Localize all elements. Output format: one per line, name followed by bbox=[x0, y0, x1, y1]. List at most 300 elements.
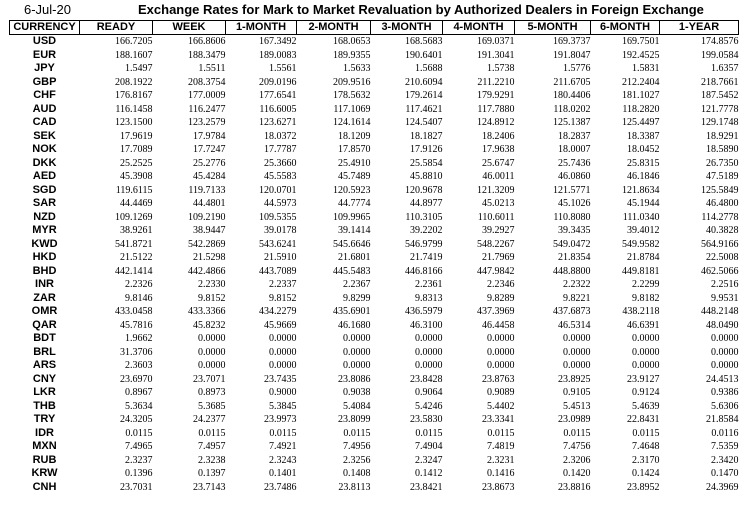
rate-cell: 2.3256 bbox=[343, 454, 371, 466]
rate-cell: 45.5583 bbox=[264, 171, 297, 182]
currency-code-cell: ZAR bbox=[33, 291, 56, 304]
rate-cell: 23.8099 bbox=[338, 414, 371, 425]
rate-cell: 208.3754 bbox=[188, 76, 226, 88]
rate-cell: 110.8080 bbox=[553, 211, 591, 223]
rate-cell: 45.1944 bbox=[627, 198, 660, 209]
rate-cell: 46.0860 bbox=[558, 171, 591, 182]
rate-cell: 40.3828 bbox=[706, 225, 739, 236]
rate-cell: 21.6801 bbox=[338, 252, 371, 263]
table-header-row bbox=[10, 21, 739, 35]
rate-cell: 9.8146 bbox=[125, 292, 153, 304]
rate-cell: 167.3492 bbox=[259, 36, 297, 47]
rate-cell: 7.4957 bbox=[198, 441, 226, 452]
rate-cell: 23.8428 bbox=[410, 373, 443, 385]
rate-cell: 2.2367 bbox=[343, 279, 371, 290]
rate-cell: 445.5483 bbox=[333, 265, 371, 277]
rate-cell: 0.0000 bbox=[711, 346, 739, 358]
table-row bbox=[10, 400, 739, 414]
rate-cell: 109.5355 bbox=[259, 211, 297, 223]
rate-cell: 0.0000 bbox=[563, 333, 591, 344]
rate-cell: 2.2330 bbox=[198, 279, 226, 290]
rate-cell: 9.8221 bbox=[563, 292, 591, 304]
rate-cell: 7.4921 bbox=[269, 441, 297, 452]
rate-cell: 21.5910 bbox=[264, 252, 297, 263]
rate-cell: 189.0083 bbox=[259, 49, 297, 61]
rate-cell: 23.8816 bbox=[558, 481, 591, 493]
currency-code-cell: HKD bbox=[32, 251, 57, 263]
rate-cell: 21.5298 bbox=[193, 252, 226, 263]
rate-cell: 0.1396 bbox=[125, 468, 153, 479]
rate-cell: 9.8182 bbox=[632, 292, 660, 304]
rate-cell: 176.8167 bbox=[115, 90, 153, 101]
rate-cell: 25.2776 bbox=[193, 157, 226, 169]
rate-cell: 21.8784 bbox=[627, 252, 660, 263]
rate-cell: 0.1401 bbox=[269, 468, 297, 479]
rate-cell: 1.5511 bbox=[198, 63, 226, 74]
rate-cell: 109.1269 bbox=[115, 211, 153, 223]
rate-cell: 45.4284 bbox=[193, 171, 226, 182]
rate-cell: 45.9669 bbox=[264, 319, 297, 331]
rate-cell: 39.1414 bbox=[338, 225, 371, 236]
rate-cell: 46.1680 bbox=[338, 319, 371, 331]
rate-cell: 0.9124 bbox=[632, 387, 660, 398]
rate-cell: 188.3479 bbox=[188, 49, 226, 61]
rate-cell: 24.3205 bbox=[120, 414, 153, 425]
rate-cell: 44.4469 bbox=[120, 198, 153, 209]
rate-cell: 191.3041 bbox=[477, 49, 515, 61]
column-header-ready: READY bbox=[80, 21, 153, 35]
rate-cell: 39.3435 bbox=[558, 225, 591, 236]
rate-cell: 23.9127 bbox=[627, 373, 660, 385]
rate-cell: 442.4866 bbox=[188, 265, 226, 277]
rate-cell: 1.5633 bbox=[343, 63, 371, 74]
table-row bbox=[10, 103, 739, 117]
table-row bbox=[10, 89, 739, 103]
rate-cell: 0.0000 bbox=[198, 346, 226, 358]
table-row bbox=[10, 224, 739, 238]
rate-cell: 45.7816 bbox=[120, 319, 153, 331]
rate-cell: 117.4621 bbox=[405, 103, 443, 115]
rate-cell: 23.0989 bbox=[558, 414, 591, 425]
rate-cell: 211.2210 bbox=[477, 76, 515, 88]
currency-code-cell: CNH bbox=[32, 480, 57, 493]
rate-cell: 25.7436 bbox=[558, 157, 591, 169]
rate-cell: 18.5890 bbox=[706, 144, 739, 155]
currency-code-cell: CAD bbox=[32, 116, 57, 128]
table-row bbox=[10, 373, 739, 387]
rate-cell: 0.1397 bbox=[198, 468, 226, 479]
rate-cell: 129.1748 bbox=[701, 117, 739, 128]
rate-cell: 23.7435 bbox=[264, 373, 297, 385]
rate-cell: 45.3908 bbox=[120, 171, 153, 182]
rate-cell: 5.4084 bbox=[343, 400, 371, 412]
rate-cell: 124.8912 bbox=[477, 117, 515, 128]
rate-cell: 0.1412 bbox=[415, 468, 443, 479]
rate-cell: 0.0000 bbox=[269, 333, 297, 344]
rate-cell: 44.7774 bbox=[338, 198, 371, 209]
rate-cell: 0.0000 bbox=[487, 346, 515, 358]
rate-cell: 7.4956 bbox=[343, 441, 371, 452]
rate-cell: 124.1614 bbox=[333, 117, 371, 128]
currency-code-cell: BHD bbox=[32, 264, 57, 277]
rate-cell: 23.3341 bbox=[482, 414, 515, 425]
currency-code-cell: SGD bbox=[32, 183, 57, 196]
currency-code-cell: CNY bbox=[32, 372, 57, 385]
rate-cell: 21.5122 bbox=[120, 252, 153, 263]
rate-cell: 23.8113 bbox=[338, 481, 371, 493]
rate-cell: 190.6401 bbox=[405, 49, 443, 61]
rate-cell: 0.0000 bbox=[343, 360, 371, 371]
rate-cell: 117.1069 bbox=[333, 103, 371, 115]
currency-code-cell: THB bbox=[33, 399, 56, 412]
rate-cell: 0.9064 bbox=[415, 387, 443, 398]
rate-cell: 22.5008 bbox=[706, 252, 739, 263]
table-row bbox=[10, 35, 739, 49]
column-header-4-month: 4-MONTH bbox=[443, 21, 515, 35]
rate-cell: 0.9105 bbox=[563, 387, 591, 398]
rate-cell: 9.8152 bbox=[198, 292, 226, 304]
rate-cell: 116.1458 bbox=[115, 103, 153, 115]
rate-cell: 123.2579 bbox=[188, 117, 226, 128]
rate-cell: 0.9000 bbox=[269, 387, 297, 398]
currency-code-cell: TRY bbox=[33, 413, 56, 425]
exchange-rates-table bbox=[9, 20, 739, 494]
table-row bbox=[10, 346, 739, 360]
rate-cell: 123.1500 bbox=[115, 117, 153, 128]
rate-cell: 17.9638 bbox=[482, 144, 515, 155]
rate-cell: 0.0000 bbox=[198, 360, 226, 371]
column-header-week: WEEK bbox=[153, 21, 226, 35]
rate-cell: 168.5683 bbox=[405, 36, 443, 47]
rate-cell: 39.0178 bbox=[264, 225, 297, 236]
rate-cell: 5.4513 bbox=[563, 400, 591, 412]
rate-cell: 44.8977 bbox=[410, 198, 443, 209]
rate-cell: 110.6011 bbox=[477, 211, 515, 223]
rate-cell: 564.9166 bbox=[701, 238, 739, 250]
rate-cell: 181.1027 bbox=[622, 90, 660, 101]
rate-cell: 212.2404 bbox=[622, 76, 660, 88]
rate-cell: 549.0472 bbox=[553, 238, 591, 250]
rate-cell: 7.4965 bbox=[125, 441, 153, 452]
currency-code-cell: AED bbox=[32, 170, 57, 182]
rate-cell: 45.0213 bbox=[482, 198, 515, 209]
rate-cell: 174.8576 bbox=[701, 36, 739, 47]
rate-cell: 0.0000 bbox=[563, 360, 591, 371]
rate-cell: 2.3206 bbox=[563, 454, 591, 466]
currency-code-cell: IDR bbox=[35, 426, 54, 439]
rate-cell: 0.1420 bbox=[563, 468, 591, 479]
rate-cell: 2.3170 bbox=[632, 454, 660, 466]
rate-cell: 109.9965 bbox=[333, 211, 371, 223]
rate-cell: 0.0115 bbox=[632, 427, 660, 439]
rate-cell: 0.0000 bbox=[198, 333, 226, 344]
rate-cell: 0.0000 bbox=[711, 333, 739, 344]
rate-cell: 18.0372 bbox=[264, 130, 297, 142]
rate-cell: 0.0000 bbox=[269, 346, 297, 358]
rate-cell: 1.9662 bbox=[125, 333, 153, 344]
rate-cell: 0.0115 bbox=[415, 427, 443, 439]
rate-cell: 443.7089 bbox=[259, 265, 297, 277]
rate-cell: 2.2299 bbox=[632, 279, 660, 290]
rate-cell: 433.3366 bbox=[188, 306, 226, 317]
rate-cell: 23.8421 bbox=[410, 481, 443, 493]
table-body bbox=[10, 35, 739, 495]
rate-cell: 0.0000 bbox=[269, 360, 297, 371]
column-header-5-month: 5-MONTH bbox=[515, 21, 591, 35]
rate-cell: 39.2927 bbox=[482, 225, 515, 236]
rate-cell: 23.5830 bbox=[410, 414, 443, 425]
rate-cell: 9.9531 bbox=[711, 292, 739, 304]
rate-cell: 118.0202 bbox=[553, 103, 591, 115]
rate-cell: 1.6357 bbox=[711, 63, 739, 74]
rate-cell: 0.9038 bbox=[343, 387, 371, 398]
report-date: 6-Jul-20 bbox=[24, 2, 71, 17]
rate-cell: 7.4904 bbox=[415, 441, 443, 452]
currency-code-cell: BRL bbox=[33, 345, 56, 358]
rate-cell: 0.9089 bbox=[487, 387, 515, 398]
rate-cell: 0.0000 bbox=[343, 346, 371, 358]
rate-cell: 25.2525 bbox=[120, 157, 153, 169]
currency-code-cell: QAR bbox=[32, 318, 57, 331]
rate-cell: 448.2148 bbox=[701, 306, 739, 317]
rate-cell: 45.1026 bbox=[558, 198, 591, 209]
rate-cell: 208.1922 bbox=[115, 76, 153, 88]
rate-cell: 189.9355 bbox=[333, 49, 371, 61]
table-row bbox=[10, 211, 739, 225]
rate-cell: 0.0115 bbox=[198, 427, 226, 439]
rate-cell: 17.9126 bbox=[410, 144, 443, 155]
rate-cell: 117.7880 bbox=[477, 103, 515, 115]
rate-cell: 125.4497 bbox=[622, 117, 660, 128]
table-row bbox=[10, 116, 739, 130]
rate-cell: 437.3969 bbox=[477, 306, 515, 317]
currency-code-cell: NZD bbox=[33, 210, 56, 223]
rate-cell: 5.6306 bbox=[711, 400, 739, 412]
rate-cell: 120.5923 bbox=[333, 184, 371, 196]
rate-cell: 111.0340 bbox=[622, 211, 660, 223]
currency-code-cell: KRW bbox=[31, 467, 58, 479]
rate-cell: 125.5849 bbox=[701, 184, 739, 196]
table-row bbox=[10, 413, 739, 427]
rate-cell: 0.0000 bbox=[487, 333, 515, 344]
rate-cell: 21.7969 bbox=[482, 252, 515, 263]
rate-cell: 0.0000 bbox=[632, 360, 660, 371]
rate-cell: 121.8634 bbox=[622, 184, 660, 196]
rate-cell: 180.4406 bbox=[553, 90, 591, 101]
rate-cell: 209.9516 bbox=[333, 76, 371, 88]
rate-cell: 45.7489 bbox=[338, 171, 371, 182]
rate-cell: 0.1416 bbox=[487, 468, 515, 479]
rate-cell: 210.6094 bbox=[405, 76, 443, 88]
rate-cell: 23.8952 bbox=[627, 481, 660, 493]
rate-cell: 45.8810 bbox=[410, 171, 443, 182]
rate-cell: 446.8166 bbox=[405, 265, 443, 277]
currency-code-cell: AUD bbox=[32, 102, 57, 115]
table-row bbox=[10, 481, 739, 495]
rate-cell: 47.5189 bbox=[706, 171, 739, 182]
currency-code-cell: DKK bbox=[32, 156, 57, 169]
rate-cell: 119.6115 bbox=[115, 184, 153, 196]
rate-cell: 0.0000 bbox=[415, 346, 443, 358]
rate-cell: 0.0000 bbox=[632, 346, 660, 358]
rate-cell: 123.6271 bbox=[259, 117, 297, 128]
rate-cell: 9.8299 bbox=[343, 292, 371, 304]
table-row bbox=[10, 130, 739, 144]
rate-cell: 17.7787 bbox=[264, 144, 297, 155]
table-row bbox=[10, 157, 739, 171]
table-row bbox=[10, 359, 739, 373]
rate-cell: 24.3969 bbox=[706, 481, 739, 493]
rate-cell: 24.2377 bbox=[193, 414, 226, 425]
rate-cell: 433.0458 bbox=[115, 306, 153, 317]
rate-cell: 5.3634 bbox=[125, 400, 153, 412]
rate-cell: 541.8721 bbox=[115, 238, 153, 250]
rate-cell: 437.6873 bbox=[553, 306, 591, 317]
rate-cell: 17.8570 bbox=[338, 144, 371, 155]
rate-cell: 5.4246 bbox=[415, 400, 443, 412]
table-row bbox=[10, 467, 739, 481]
rate-cell: 2.2326 bbox=[125, 279, 153, 290]
column-header-3-month: 3-MONTH bbox=[371, 21, 443, 35]
rate-cell: 442.1414 bbox=[115, 265, 153, 277]
rate-cell: 435.6901 bbox=[333, 306, 371, 317]
table-row bbox=[10, 184, 739, 198]
rate-cell: 0.0000 bbox=[563, 346, 591, 358]
table-row bbox=[10, 427, 739, 441]
rate-cell: 0.8973 bbox=[198, 387, 226, 398]
rate-cell: 2.3231 bbox=[487, 454, 515, 466]
rate-cell: 38.9447 bbox=[193, 225, 226, 236]
rate-cell: 0.0000 bbox=[487, 360, 515, 371]
rate-cell: 177.6541 bbox=[259, 90, 297, 101]
rate-cell: 9.8289 bbox=[487, 292, 515, 304]
rate-cell: 25.3660 bbox=[264, 157, 297, 169]
rate-cell: 18.9291 bbox=[706, 130, 739, 142]
rate-cell: 125.1387 bbox=[553, 117, 591, 128]
column-header-6-month: 6-MONTH bbox=[591, 21, 660, 35]
rate-cell: 0.1408 bbox=[343, 468, 371, 479]
rate-cell: 1.5561 bbox=[269, 63, 297, 74]
currency-code-cell: GBP bbox=[32, 75, 57, 88]
currency-code-cell: RUB bbox=[32, 453, 57, 466]
rate-cell: 25.4910 bbox=[338, 157, 371, 169]
rate-cell: 2.3247 bbox=[415, 454, 443, 466]
rate-cell: 542.2869 bbox=[188, 238, 226, 250]
rate-cell: 23.7031 bbox=[120, 481, 153, 493]
column-header-currency: CURRENCY bbox=[10, 21, 80, 35]
table-row bbox=[10, 251, 739, 265]
rate-cell: 25.5854 bbox=[410, 157, 443, 169]
rate-cell: 199.0584 bbox=[701, 49, 739, 61]
rate-cell: 0.0116 bbox=[711, 427, 739, 439]
rate-cell: 211.6705 bbox=[553, 76, 591, 88]
rate-cell: 18.1209 bbox=[338, 130, 371, 142]
rate-cell: 25.6747 bbox=[482, 157, 515, 169]
table-row bbox=[10, 62, 739, 76]
rate-cell: 0.1424 bbox=[632, 468, 660, 479]
table-row bbox=[10, 319, 739, 333]
table-row bbox=[10, 278, 739, 292]
rate-cell: 46.4800 bbox=[706, 198, 739, 209]
rate-cell: 2.2516 bbox=[711, 279, 739, 290]
rate-cell: 169.3737 bbox=[553, 36, 591, 47]
rate-cell: 121.3209 bbox=[477, 184, 515, 196]
currency-code-cell: NOK bbox=[32, 143, 57, 155]
rate-cell: 17.7247 bbox=[193, 144, 226, 155]
rate-cell: 23.7071 bbox=[193, 373, 226, 385]
currency-code-cell: OMR bbox=[31, 305, 58, 317]
rate-cell: 179.2614 bbox=[405, 90, 443, 101]
rate-cell: 187.5452 bbox=[701, 90, 739, 101]
currency-code-cell: LKR bbox=[33, 386, 56, 398]
rate-cell: 2.3603 bbox=[125, 360, 153, 371]
rate-cell: 119.7133 bbox=[188, 184, 226, 196]
rate-cell: 5.4639 bbox=[632, 400, 660, 412]
rate-cell: 46.5314 bbox=[558, 319, 591, 331]
rate-cell: 1.5738 bbox=[487, 63, 515, 74]
rate-cell: 436.5979 bbox=[405, 306, 443, 317]
rate-cell: 9.8152 bbox=[269, 292, 297, 304]
rate-cell: 2.2322 bbox=[563, 279, 591, 290]
currency-code-cell: KWD bbox=[31, 237, 58, 250]
rate-cell: 23.8763 bbox=[482, 373, 515, 385]
currency-code-cell: ARS bbox=[32, 359, 57, 371]
rate-cell: 1.5497 bbox=[125, 63, 153, 74]
currency-code-cell: SEK bbox=[33, 129, 56, 142]
rate-cell: 121.7778 bbox=[701, 103, 739, 115]
rate-cell: 109.2190 bbox=[188, 211, 226, 223]
rate-cell: 39.4012 bbox=[627, 225, 660, 236]
rate-cell: 23.7143 bbox=[193, 481, 226, 493]
rate-cell: 448.8800 bbox=[553, 265, 591, 277]
rate-cell: 25.8315 bbox=[627, 157, 660, 169]
rate-cell: 0.0115 bbox=[487, 427, 515, 439]
rate-cell: 0.8967 bbox=[125, 387, 153, 398]
rate-cell: 438.2118 bbox=[622, 306, 660, 317]
rate-cell: 548.2267 bbox=[477, 238, 515, 250]
rate-cell: 46.1846 bbox=[627, 171, 660, 182]
page-title: Exchange Rates for Mark to Market Revaluation by Authorized Dealers in Foreign Exchange bbox=[138, 2, 704, 17]
rate-cell: 0.9386 bbox=[711, 387, 739, 398]
currency-code-cell: BDT bbox=[33, 332, 56, 344]
currency-code-cell: SAR bbox=[32, 197, 57, 209]
rate-cell: 17.9619 bbox=[120, 130, 153, 142]
rate-cell: 118.2820 bbox=[622, 103, 660, 115]
table-row bbox=[10, 386, 739, 400]
rate-cell: 5.3845 bbox=[269, 400, 297, 412]
rate-cell: 2.3420 bbox=[711, 454, 739, 466]
rate-cell: 23.7486 bbox=[264, 481, 297, 493]
rate-cell: 124.5407 bbox=[405, 117, 443, 128]
rate-cell: 18.3387 bbox=[627, 130, 660, 142]
table-row bbox=[10, 170, 739, 184]
rate-cell: 0.0000 bbox=[415, 333, 443, 344]
table-row bbox=[10, 440, 739, 454]
rate-cell: 177.0009 bbox=[188, 90, 226, 101]
rate-cell: 18.2406 bbox=[482, 130, 515, 142]
rate-cell: 209.0196 bbox=[259, 76, 297, 88]
table-row bbox=[10, 76, 739, 90]
rate-cell: 116.6005 bbox=[259, 103, 297, 115]
rate-cell: 166.8606 bbox=[188, 36, 226, 47]
rate-cell: 116.2477 bbox=[188, 103, 226, 115]
currency-code-cell: INR bbox=[35, 278, 54, 290]
rate-cell: 179.9291 bbox=[477, 90, 515, 101]
rate-cell: 23.9973 bbox=[264, 414, 297, 425]
currency-code-cell: EUR bbox=[32, 48, 57, 61]
rate-cell: 9.8313 bbox=[415, 292, 443, 304]
table-row bbox=[10, 454, 739, 468]
